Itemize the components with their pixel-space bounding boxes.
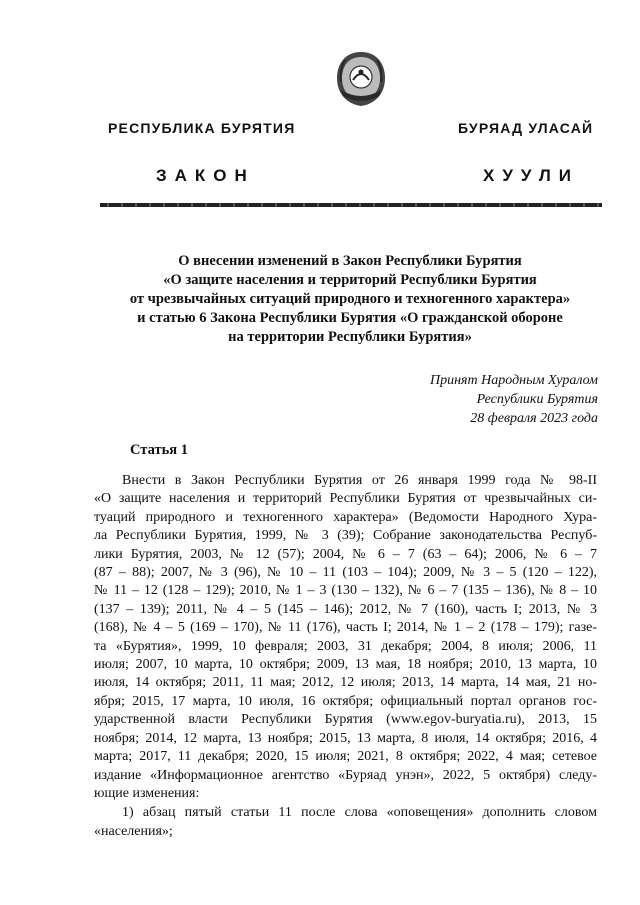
article-body	[94, 472, 597, 841]
body-line: июля, 14 октября; 2011, 11 мая; 2012, 12 июля; 2013, 14 марта, 14 мая, 21 но-	[94, 675, 597, 691]
item-line: «населения»;	[94, 823, 173, 839]
body-line: «О защите населения и территорий Республики Бурятия от чрезвычайных си-	[94, 491, 597, 507]
body-line: Внести в Закон Республики Бурятия от 26 января 1999 года № 98-II	[122, 473, 597, 488]
body-line: издание «Информационное агентство «Буряад унэн», 2022, 5 октября) следу-	[94, 767, 597, 783]
article-heading: Статья 1	[130, 442, 188, 458]
title-line: О внесении изменений в Закон Республики Бурятия	[178, 253, 522, 269]
law-label-bur: ХУУЛИ	[483, 166, 579, 185]
body-line: ября; 2015, 17 марта, 10 июля, 16 октября; официальный портал органов гос-	[94, 693, 597, 709]
body-line: июля; 2007, 10 марта, 10 октября; 2009, 13 мая, 18 ноября; 2010, 13 марта, 10	[94, 657, 597, 673]
title-line: и статью 6 Закона Республики Бурятия «О гражданской обороне	[137, 310, 563, 326]
body-line: ла Республики Бурятия, 1999, № 3 (39); Собрание законодательства Респуб-	[94, 528, 597, 544]
body-line: (137 – 139); 2011, № 4 – 5 (145 – 146); 2012, № 7 (160), часть I; 2013, № 3	[94, 601, 597, 617]
body-line: (87 – 88); 2007, № 3 (96), № 10 – 11 (103 – 104); 2009, № 3 – 5 (120 – 122),	[94, 565, 597, 581]
body-line: туаций природного и техногенного характера» (Ведомости Народного Хура-	[94, 509, 597, 525]
body-line: (168), № 4 – 5 (169 – 170), № 11 (176), часть I; 2014, № 1 – 2 (178 – 179); газе-	[94, 620, 597, 636]
law-label-ru: ЗАКОН	[156, 166, 255, 185]
adoption-line: Республики Бурятия	[476, 392, 598, 407]
body-line: ударственной власти Республики Бурятия (www.egov-buryatia.ru), 2013, 15	[94, 712, 597, 728]
title-line: от чрезвычайных ситуаций природного и техногенного характера»	[129, 291, 571, 307]
body-line: марта; 2017, 11 декабря; 2020, 15 июля; 2021, 8 октября; 2022, 4 мая; сетевое	[94, 749, 597, 765]
item-line: 1) абзац пятый статьи 11 после слова «оповещения» дополнить словом	[122, 805, 597, 821]
coat-of-arms-icon	[333, 50, 389, 108]
adoption-line: Принят Народным Хуралом	[429, 373, 598, 388]
body-line: та «Бурятия», 1999, 10 февраля; 2003, 31 декабря; 2004, 8 июля; 2006, 11	[94, 638, 597, 654]
republic-name-ru: РЕСПУБЛИКА БУРЯТИЯ	[108, 120, 296, 136]
body-line: ноября; 2014, 12 марта, 13 ноября; 2015, 13 марта, 8 июля, 14 октября; 2016, 4	[94, 730, 597, 746]
title-line: «О защите населения и территорий Республики Бурятия	[163, 272, 537, 288]
republic-name-bur: БУРЯАД УЛАСАЙ	[458, 120, 594, 136]
body-line: ющие изменения:	[94, 785, 200, 801]
law-title	[100, 252, 600, 347]
adoption-note	[430, 371, 598, 428]
body-line: лики Бурятия, 2003, № 12 (57); 2004, № 6 – 7 (63 – 64); 2006, № 6 – 7	[94, 546, 597, 562]
adoption-line: 28 февраля 2023 года	[470, 411, 598, 426]
title-line: на территории Республики Бурятия»	[228, 329, 472, 345]
header-divider	[100, 203, 602, 207]
body-line: № 11 – 12 (128 – 129); 2010, № 1 – 3 (130 – 132), № 6 – 7 (135 – 136), № 8 – 10	[94, 583, 597, 599]
